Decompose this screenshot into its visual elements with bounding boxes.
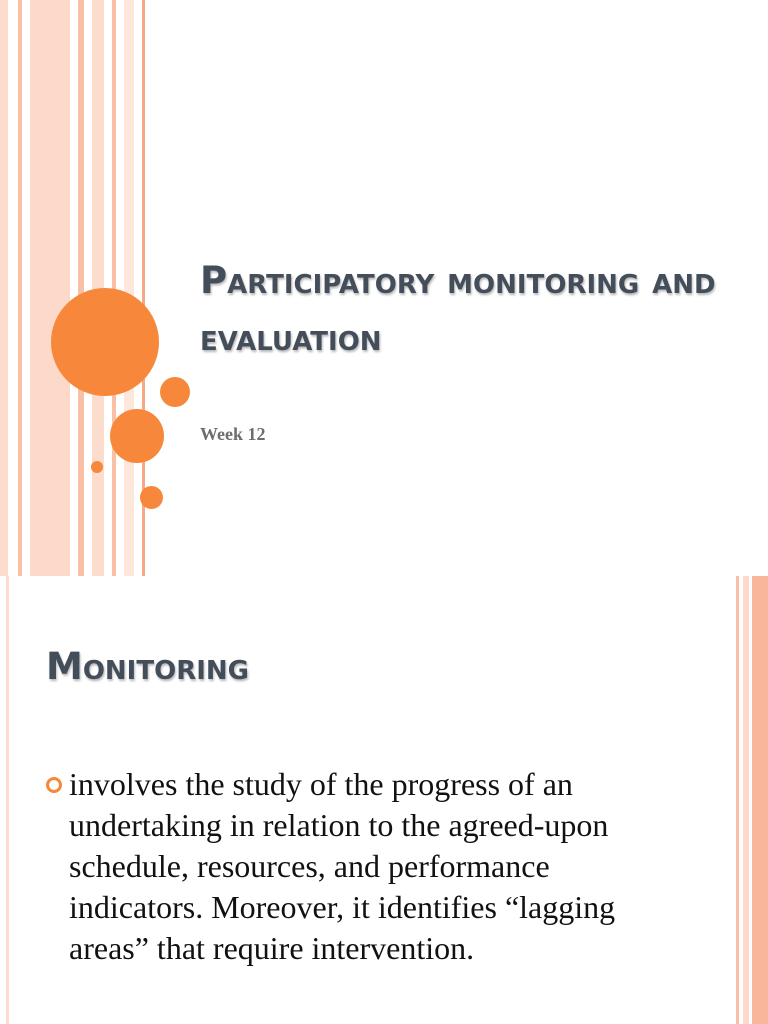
slide-subtitle: Week 12: [200, 424, 266, 444]
slide-title: Participatory monitoring and evaluation: [200, 259, 716, 359]
decorative-circle-tiny: [91, 461, 103, 473]
decorative-circle-medium: [110, 409, 164, 463]
decorative-stripe: [0, 0, 8, 576]
decorative-stripe: [6, 576, 9, 1024]
decorative-stripe: [752, 576, 768, 1024]
slide-heading: Monitoring: [46, 645, 249, 688]
bullet-ring-icon: [46, 777, 62, 793]
decorative-circle-small: [140, 486, 163, 509]
bullet-item: [46, 764, 666, 969]
decorative-stripe: [78, 0, 84, 576]
decorative-stripe: [743, 576, 749, 1024]
decorative-stripe: [18, 0, 22, 576]
bullet-text: involves the study of the progress of an undertaking in relation to the agreed-upon schedule, resources, and performance indicators. Moreover, it identifies “lagging areas” that require intervention.: [69, 766, 616, 966]
decorative-circle-small: [160, 377, 190, 407]
decorative-stripe: [736, 576, 739, 1024]
decorative-stripe: [124, 0, 134, 576]
decorative-circle-large: [51, 288, 159, 396]
decorative-stripe: [30, 0, 70, 576]
